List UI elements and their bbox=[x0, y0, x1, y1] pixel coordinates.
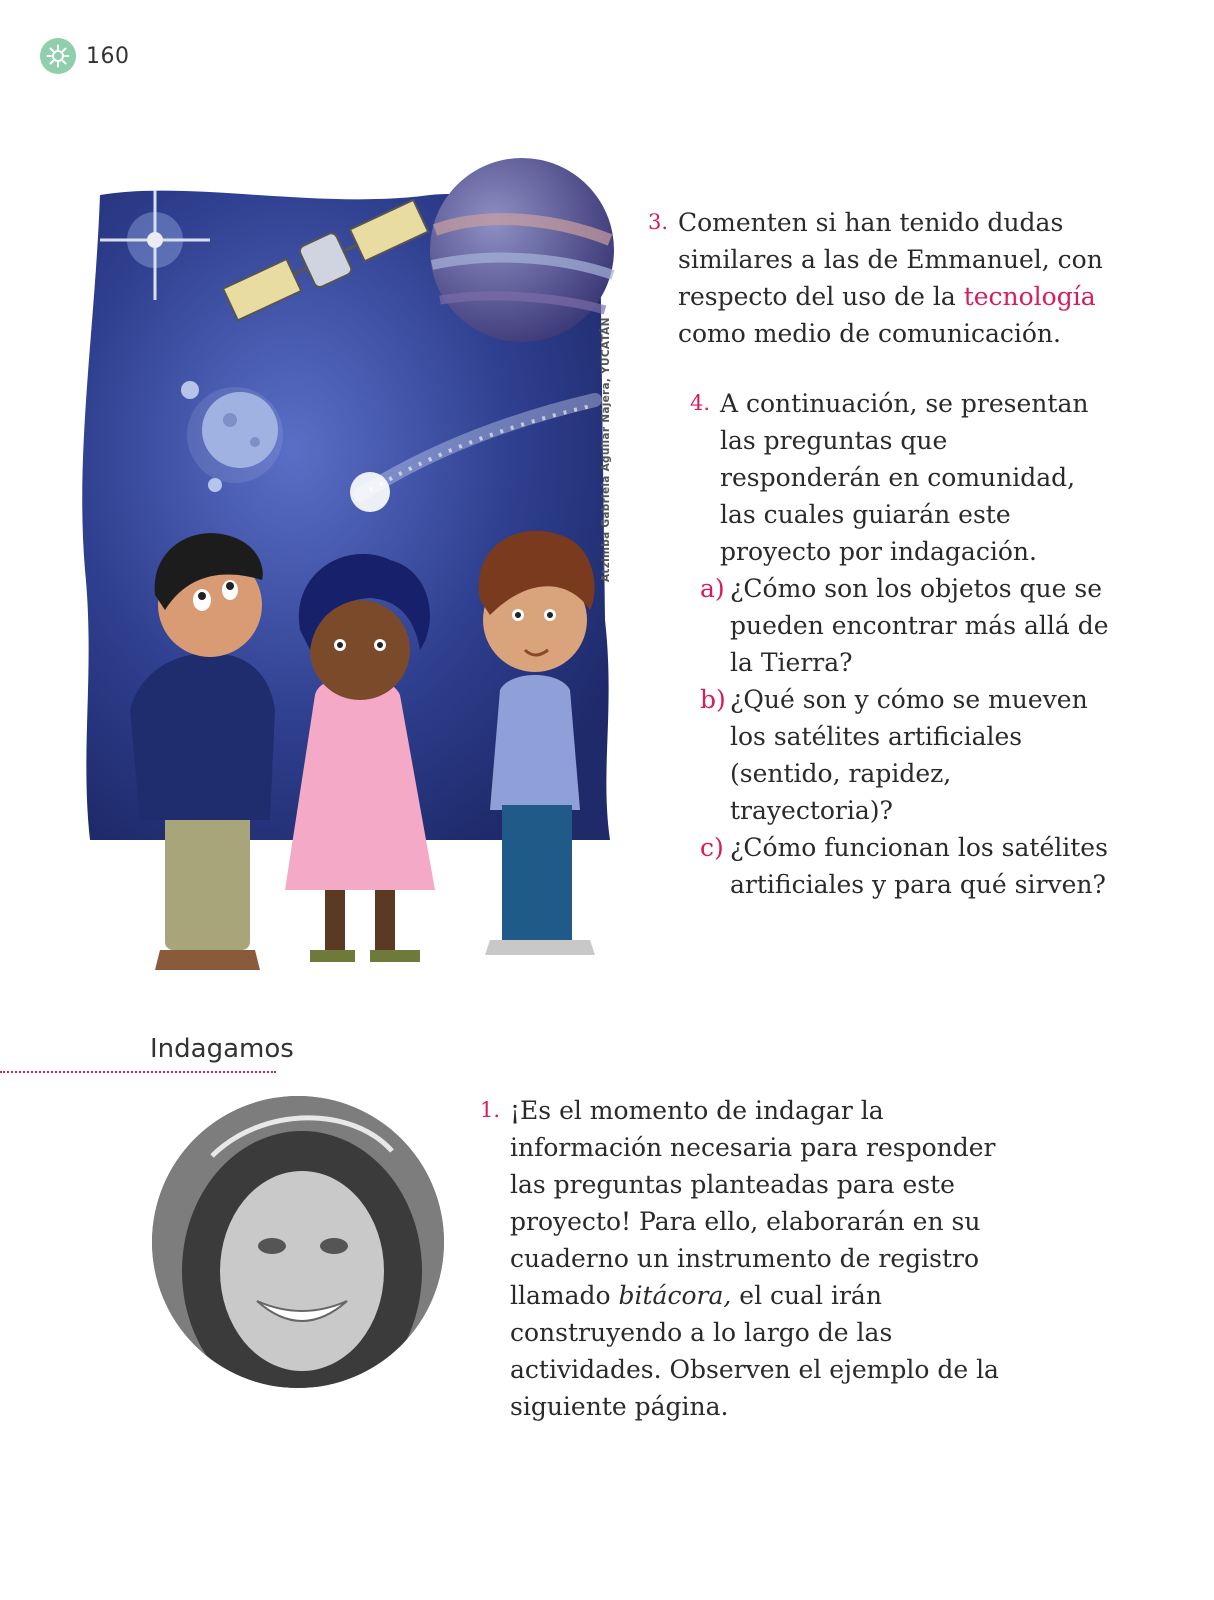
space-kids-illustration bbox=[70, 150, 630, 990]
italic-term: bitácora, bbox=[618, 1281, 732, 1310]
question-number: 1. bbox=[480, 1098, 501, 1122]
child-photo bbox=[152, 1096, 444, 1388]
list-item: a) ¿Cómo son los objetos que se pueden encontrar más allá de la Tierra? bbox=[700, 574, 1109, 677]
section-title: Indagamos bbox=[150, 1034, 294, 1064]
question-3 bbox=[648, 204, 1118, 352]
illustration-credit: Atzimba Gabriela Aguilar Nájera, YUCATÁN bbox=[600, 317, 612, 582]
question-number: 3. bbox=[648, 210, 669, 234]
question-4 bbox=[690, 385, 1110, 903]
question-1-text: ¡Es el momento de indagar la información necesaria para responder las preguntas planteadas para este proyecto! Para ello, elaborarán en su cuaderno un instrumento de registro llamado bitácora, el cual irán construyendo a lo largo de las actividades. Observen el ejemplo de la siguiente página. bbox=[510, 1096, 999, 1421]
planet bbox=[430, 158, 614, 342]
question-4-text: A continuación, se presentan las preguntas que responderán en comunidad, las cuales guiarán este proyecto por indagación. bbox=[720, 389, 1089, 566]
question-number: 4. bbox=[690, 391, 711, 415]
question-1 bbox=[480, 1092, 1000, 1425]
list-item: c) ¿Cómo funcionan los satélites artificiales y para qué sirven? bbox=[700, 833, 1108, 899]
question-3-text: Comenten si han tenido dudas similares a las de Emmanuel, con respecto del uso de la tecnología como medio de comunicación. bbox=[678, 208, 1103, 348]
page-number: 160 bbox=[86, 43, 130, 69]
page-header bbox=[40, 38, 130, 74]
section-divider bbox=[0, 1071, 276, 1073]
list-item: b) ¿Qué son y cómo se mueven los satélites artificiales (sentido, rapidez, trayectoria)? bbox=[700, 685, 1088, 825]
keyword-highlight: tecnología bbox=[963, 282, 1096, 311]
gear-sun-icon bbox=[40, 38, 76, 74]
